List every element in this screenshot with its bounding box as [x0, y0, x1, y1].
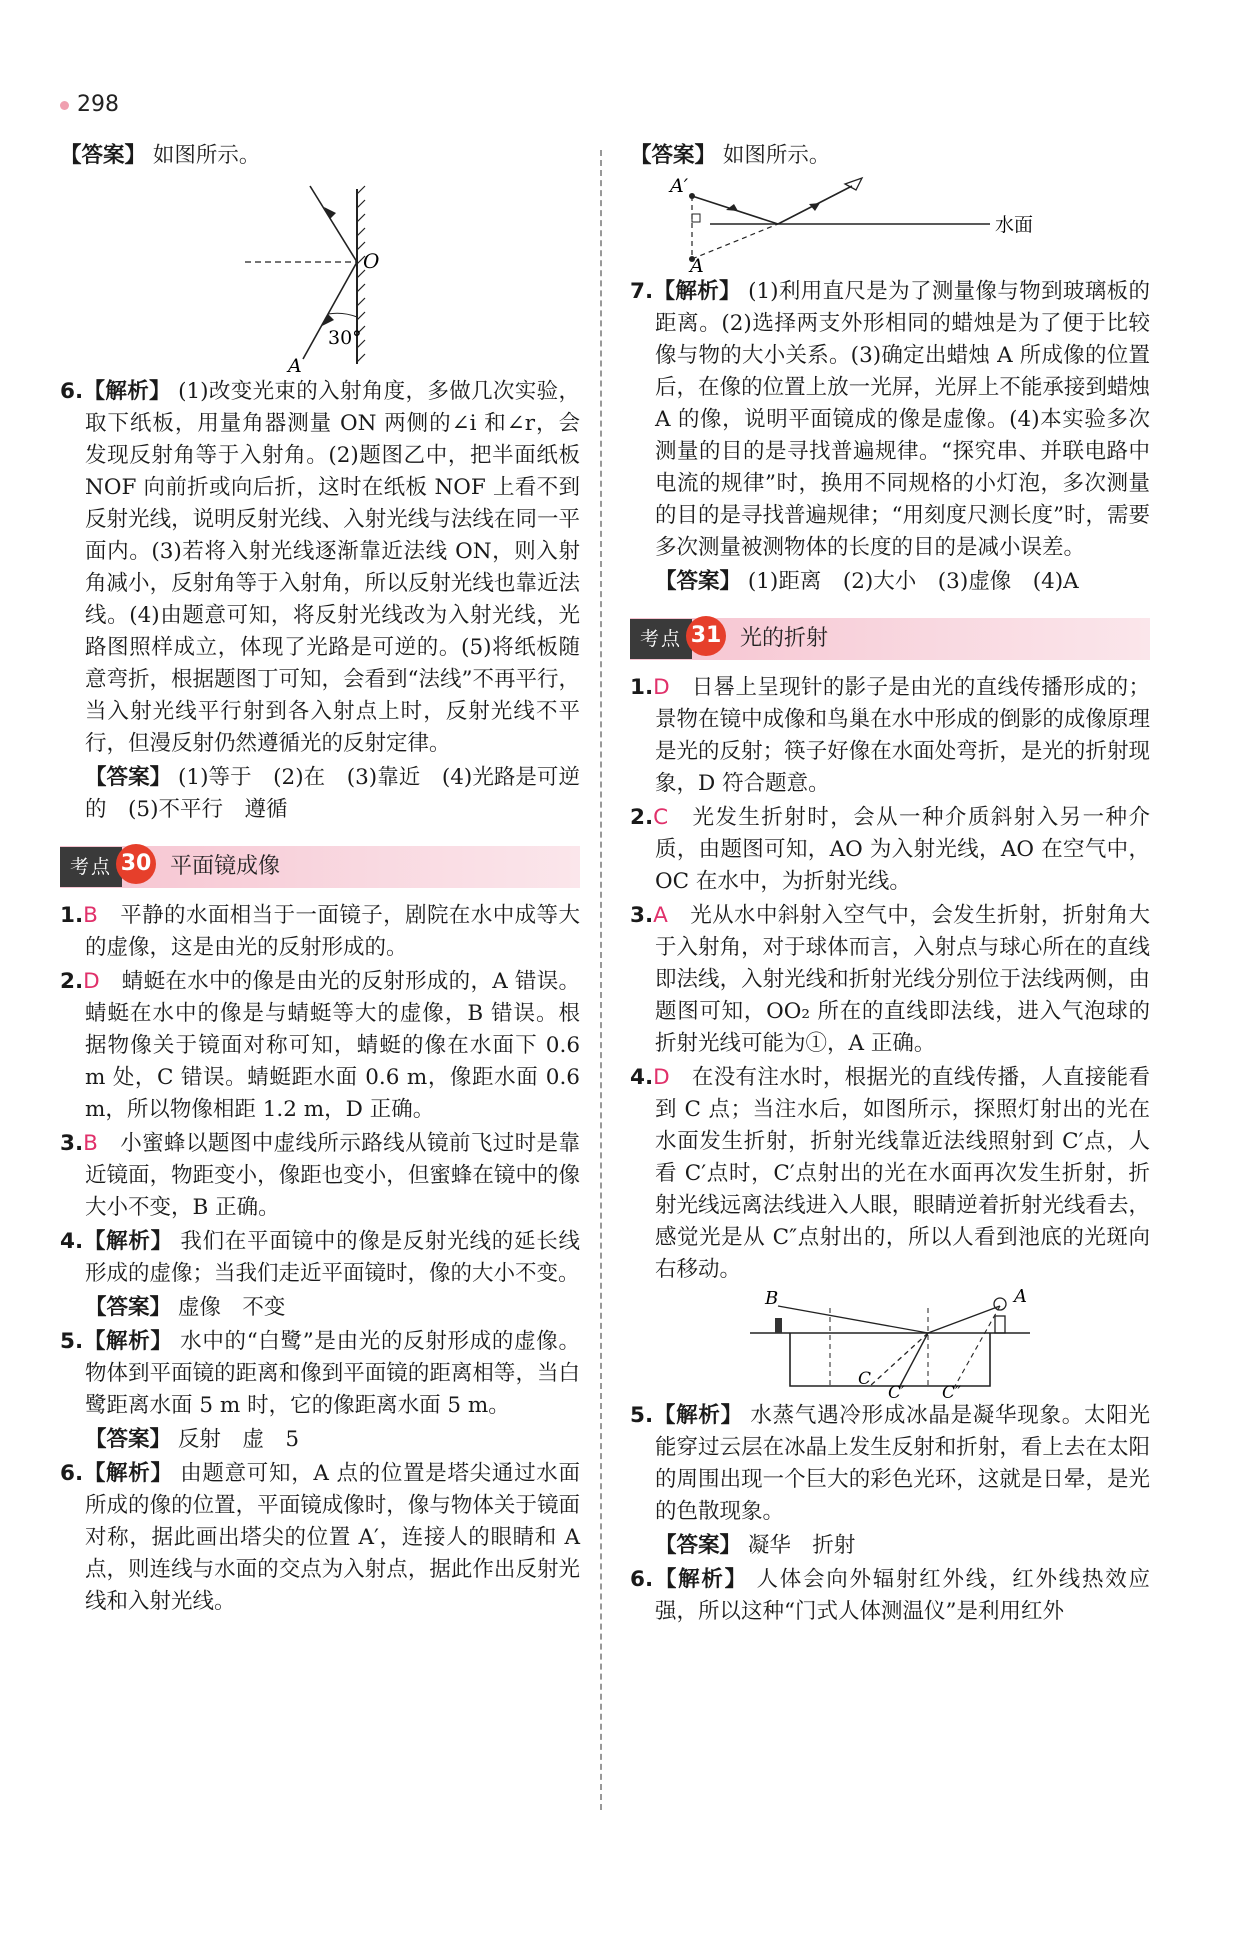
- point-a-prime-label: A′: [670, 175, 689, 197]
- section-30-banner: 考点 30 平面镜成像: [60, 846, 580, 888]
- section-31-banner: 考点 31 光的折射: [630, 618, 1150, 660]
- s30-q4-answer: 【答案】 虚像 不变: [85, 1295, 286, 1320]
- point-a-label: A: [1014, 1288, 1027, 1307]
- point-c-label: C: [858, 1369, 872, 1389]
- section-title: 光的折射: [740, 626, 829, 651]
- q7-answer: 【答案】 (1)距离 (2)大小 (3)虚像 (4)A: [655, 569, 1079, 594]
- s31-q5: 5.【解析】 水蒸气遇冷形成冰晶是凝华现象。太阳光能穿过云层在冰晶上发生反射和折射，看上去在太阳的周围出现一个巨大的彩色光环，这就是日晕，是光的色散现象。: [630, 1403, 1150, 1524]
- point-a-label: A: [690, 255, 704, 274]
- answer-block: 【答案】 如图所示。: [630, 143, 831, 168]
- left-column: [60, 140, 580, 1620]
- flame-number-icon: 31: [686, 616, 726, 656]
- s30-q3: 3.B 小蜜蜂以题图中虚线所示路线从镜前飞过时是靠近镜面，物距变小，像距也变小，但蜜蜂在镜中的像大小不变，B 正确。: [60, 1131, 580, 1220]
- s30-q2: 2.D 蜻蜓在水中的像是由光的反射形成的，A 错误。蜻蜓在水中的像是与蜻蜓等大的虚像，B 错误。根据物像关于镜面对称可知，蜻蜓的像在水面下 0.6 m 处，C 错误。蜻蜓距水面 0.6 m，像距水面 0.6 m，所以物像相距 1.2 m，D 正确。: [60, 969, 580, 1122]
- q6-text: (1)改变光束的入射角度，多做几次实验，取下纸板，用量角器测量 ON 两侧的∠i 和∠r，会发现反射角等于入射角。(2)题图乙中，把半面纸板 NOF 向前折或向后折，这时在纸板 NOF 上看不到反射光线，说明反射光线、入射光线与法线在同一平面内。(3)若将入射光线逐渐靠近法线 ON，则入射角减小，反射角等于入射角，所以反射光线也靠近法线。(4)由题意可知，将反射光线改为入射光线，光路图照样成立，体现了光路是可逆的。(5)将纸板随意弯折，根据题图丁可知，会看到“法线”不再平行，当入射光线平行射到各入射点上时，反射光线不平行，但漫反射仍然遵循光的反射定律。: [85, 379, 580, 756]
- q6-analysis: 6.【解析】 (1)改变光束的入射角度，多做几次实验，取下纸板，用量角器测量 ON 两侧的∠i 和∠r，会发现反射角等于入射角。(2)题图乙中，把半面纸板 NOF 向前折或向后折，这时在纸板 NOF 上看不到反射光线，说明反射光线、入射光线与法线在同一平面内。(3)若将入射光线逐渐靠近法线 ON，则入射角减小，反射角等于入射角，所以反射光线也靠近法线。(4)由题意可知，将反射光线改为入射光线，光路图照样成立，体现了光路是可逆的。(5)将纸板随意弯折，根据题图丁可知，会看到“法线”不再平行，当入射光线平行射到各入射点上时，反射光线不平行，但漫反射仍然遵循光的反射定律。: [60, 379, 580, 756]
- angle-label: 30°: [328, 327, 362, 349]
- right-column: [630, 140, 1150, 1630]
- s30-q1: 1.B 平静的水面相当于一面镜子，剧院在水中成等大的虚像，这是由光的反射形成的。: [60, 903, 580, 960]
- answer-block: [60, 140, 580, 172]
- point-o-label: O: [363, 249, 380, 273]
- s31-q6: 6.【解析】 人体会向外辐射红外线，红外线热效应强，所以这种“门式人体测温仪”是利用红外: [630, 1567, 1150, 1624]
- page-number: 298: [60, 92, 119, 117]
- s31-q2: 2.C 光发生折射时，会从一种介质斜射入另一种介质，由题图可知，AO 为入射光线，AO 在空气中，OC 在水中，为折射光线。: [630, 805, 1150, 894]
- point-c-prime-label: C′: [888, 1383, 905, 1398]
- s30-q6: 6.【解析】 由题意可知，A 点的位置是塔尖通过水面所成的像的位置，平面镜成像时，像与物体关于镜面对称，据此画出塔尖的位置 A′，连接人的眼睛和 A 点，则连线与水面的交点为入射点，据此作出反射光线和入射光线。: [60, 1461, 580, 1614]
- s30-q5-answer: 【答案】 反射 虚 5: [85, 1427, 300, 1452]
- water-surface-label: 水面: [995, 214, 1034, 236]
- point-a-label: A: [288, 355, 302, 374]
- s31-q1: 1.D 日晷上呈现针的影子是由光的直线传播形成的；景物在镜中成像和鸟巢在水中形成的倒影的成像原理是光的反射；筷子好像在水面处弯折，是光的折射现象，D 符合题意。: [630, 675, 1150, 796]
- s30-q5: 5.【解析】 水中的“白鹭”是由光的反射形成的虚像。物体到平面镜的距离和像到平面镜的距离相等，当白鹭距离水面 5 m 时，它的像距离水面 5 m。: [60, 1329, 580, 1418]
- s31-q3: 3.A 光从水中斜射入空气中，会发生折射，折射角大于入射角，对于球体而言，入射点与球心所在的直线即法线，入射光线和折射光线分别位于法线两侧，由题图可知，OO₂ 所在的直线即法线，进入气泡球的折射光线可能为①，A 正确。: [630, 903, 1150, 1056]
- q6-answer: 【答案】 (1)等于 (2)在 (3)靠近 (4)光路是可逆的 (5)不平行 遵循: [85, 765, 580, 822]
- q7-analysis: 7.【解析】 (1)利用直尺是为了测量像与物到玻璃板的距离。(2)选择两支外形相同的蜡烛是为了便于比较像与物的大小关系。(3)确定出蜡烛 A 所成像的位置后，在像的位置上放一光屏，光屏上不能承接到蜡烛 A 的像，说明平面镜成的像是虚像。(4)本实验多次测量的目的是寻找普遍规律。“探究串、并联电路中电流的规律”时，换用不同规格的小灯泡，多次测量的目的是寻找普遍规律；“用刻度尺测长度”时，需要多次测量被测物体的长度的目的是减小误差。: [630, 279, 1150, 560]
- s30-q4: 4.【解析】 我们在平面镜中的像是反射光线的延长线形成的虚像；当我们走近平面镜时，像的大小不变。: [60, 1229, 580, 1286]
- s31-q5-answer: 【答案】 凝华 折射: [655, 1533, 856, 1558]
- reflection-diagram: [60, 174, 580, 374]
- page-marker-icon: [60, 101, 69, 110]
- answer-text: 如图所示。: [152, 143, 261, 168]
- flame-number-icon: 30: [116, 844, 156, 884]
- answer-label: 【答案】: [60, 143, 147, 168]
- column-divider: [600, 150, 602, 1810]
- point-b-label: B: [765, 1288, 779, 1309]
- section-title: 平面镜成像: [170, 854, 281, 879]
- s31-q4: 4.D 在没有注水时，根据光的直线传播，人直接能看到 C 点；当注水后，如图所示，探照灯射出的光在水面发生折射，折射光线靠近法线照射到 C′点，人看 C′点时，C′点射出的光在水面再次发生折射，折射光线远离法线进入人眼，眼睛逆着折射光线看去，感觉光是从 C″点射出的，所以人看到池底的光斑向右移动。: [630, 1065, 1150, 1282]
- point-c-double-prime-label: C″: [942, 1383, 962, 1398]
- refraction-pool-diagram: [630, 1288, 1150, 1398]
- mirror-image-diagram: [630, 174, 1150, 274]
